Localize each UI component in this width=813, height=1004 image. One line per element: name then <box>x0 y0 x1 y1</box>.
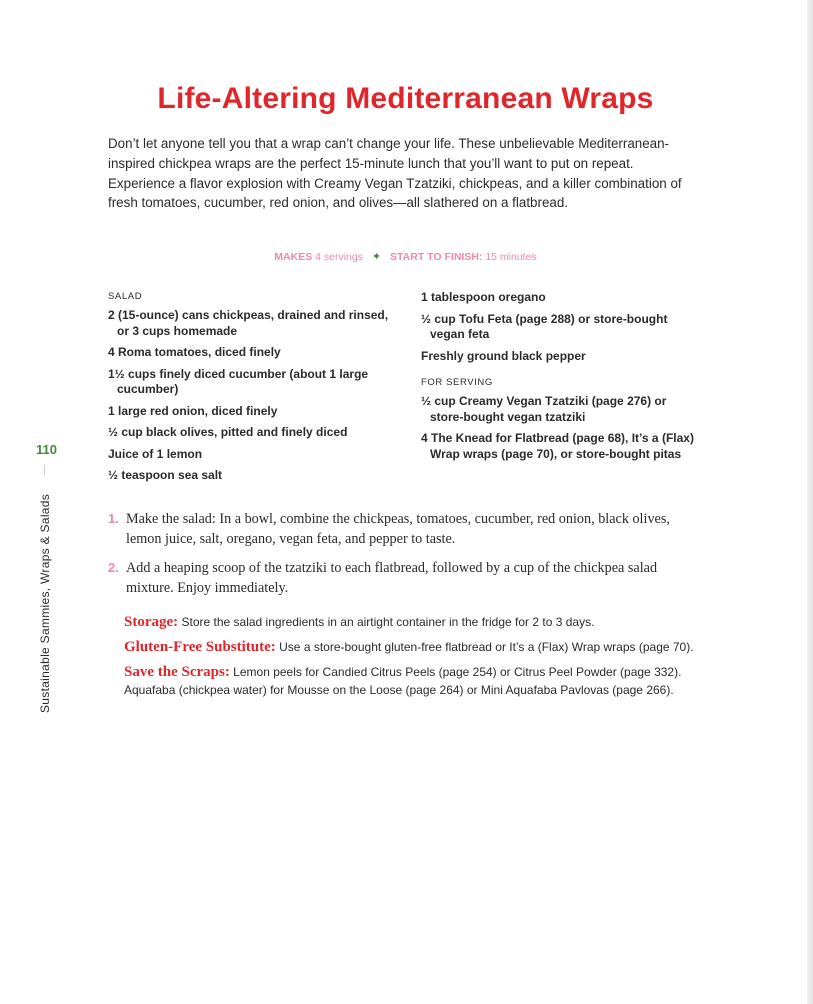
makes-value: 4 servings <box>315 251 363 263</box>
ingredient-item: ½ cup Tofu Feta (page 288) or store-bought vegan feta <box>421 311 668 341</box>
step-text: Make the salad: In a bowl, combine the chickpeas, tomatoes, cucumber, red onion, black olives, lemon juice, salt, oregano, vegan feta, and pepper to taste. <box>126 511 670 547</box>
instruction-step <box>108 509 698 549</box>
ingredient-item: Juice of 1 lemon <box>108 446 203 461</box>
salad-section-label: SALAD <box>108 291 143 302</box>
ingredient-item: ½ cup black olives, pitted and finely diced <box>108 425 348 439</box>
save-scraps-note <box>124 663 694 699</box>
ingredients-right-column <box>421 290 701 468</box>
instruction-step <box>108 558 698 598</box>
step-number: 1. <box>108 511 119 526</box>
note-label: Gluten-Free Substitute: <box>124 639 276 655</box>
ingredient-item: 4 Roma tomatoes, diced finely <box>108 345 281 359</box>
page-edge <box>807 0 813 1004</box>
serving-section-label: FOR SERVING <box>421 377 493 388</box>
section-running-head: Sustainable Sammies, Wraps & Salads <box>38 493 52 713</box>
recipe-intro: Don’t let anyone tell you that a wrap can’t change your life. These unbelievable Mediterranean-inspired chickpea wraps are the perfect 15-minute lunch that you’ll want to put on repeat. Experience a flavor explosion with Creamy Vegan Tzatziki, chickpeas, and a killer combination of fresh tomatoes, cucumber, red onion, and olives—all slathered on a flatbread. <box>108 136 682 211</box>
note-text: Lemon peels for Candied Citrus Peels (page 254) or Citrus Peel Powder (page 332). Aquafaba (chickpea water) for Mousse on the Loose (page 264) or Mini Aquafaba Pavlovas (page 266). <box>124 665 682 697</box>
page-number: 110 <box>36 442 57 457</box>
time-value: 15 minutes <box>485 251 537 263</box>
note-label: Save the Scraps: <box>124 664 230 680</box>
instructions-list <box>108 509 698 607</box>
ingredient-item: ½ teaspoon sea salt <box>108 468 223 482</box>
ingredient-item: 4 The Knead for Flatbread (page 68), It’s a (Flax) Wrap wraps (page 70), or store-bought pitas <box>421 431 694 461</box>
makes-label: MAKES <box>274 251 313 263</box>
note-text: Use a store-bought gluten-free flatbread or It’s a (Flax) Wrap wraps (page 70). <box>279 640 694 654</box>
ingredient-item: ½ cup Creamy Vegan Tzatziki (page 276) or store-bought vegan tzatziki <box>421 394 667 424</box>
recipe-notes <box>124 613 694 706</box>
note-label: Storage: <box>124 614 179 630</box>
storage-note <box>124 613 694 631</box>
ingredient-item: 2 (15-ounce) cans chickpeas, drained and rinsed, or 3 cups homemade <box>108 308 389 338</box>
ingredients-left-column <box>108 290 398 490</box>
time-label: START TO FINISH: <box>390 251 483 263</box>
page-number-divider <box>44 465 45 475</box>
star-separator-icon: ✦ <box>371 251 382 263</box>
step-number: 2. <box>108 560 119 575</box>
recipe-title: Life-Altering Mediterranean Wraps <box>157 82 654 115</box>
recipe-meta <box>108 250 703 263</box>
ingredient-item: 1½ cups finely diced cucumber (about 1 large cucumber) <box>108 366 369 396</box>
step-text: Add a heaping scoop of the tzatziki to each flatbread, followed by a cup of the chickpea salad mixture. Enjoy immediately. <box>126 560 658 596</box>
note-text: Store the salad ingredients in an airtight container in the fridge for 2 to 3 days. <box>181 615 595 629</box>
ingredient-item: 1 tablespoon oregano <box>421 290 546 304</box>
ingredient-item: 1 large red onion, diced finely <box>108 403 278 418</box>
ingredient-item: Freshly ground black pepper <box>421 348 586 363</box>
gluten-free-note <box>124 638 694 656</box>
